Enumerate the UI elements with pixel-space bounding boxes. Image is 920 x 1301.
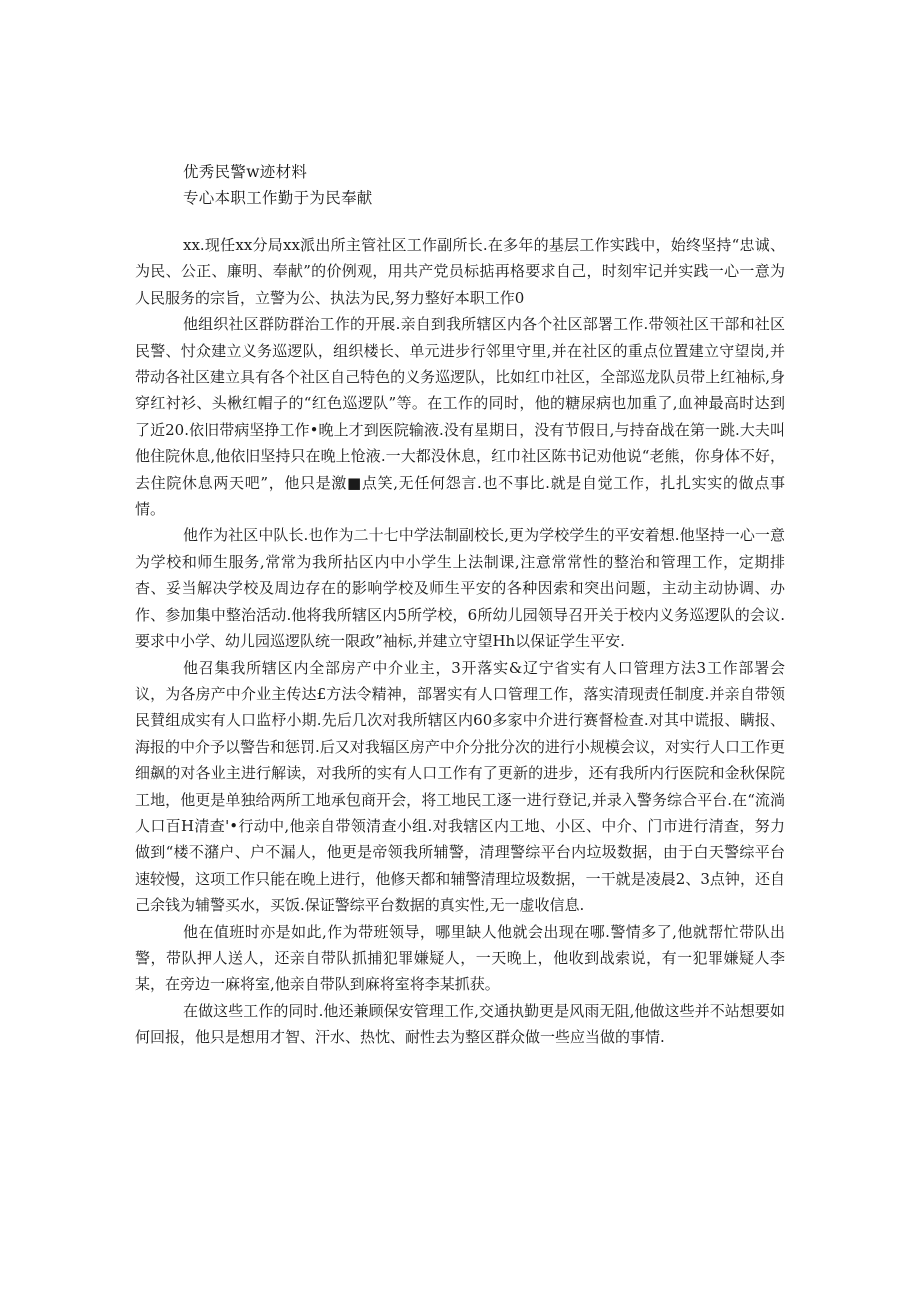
- document-title: 优秀民警w迹材料: [183, 163, 308, 181]
- paragraph-population-management: 他召集我所辖区内全部房产中介业主，3开落实&辽宁省实有人口管理方法3工作部署会议，为各房产中介业主传达£方法令精神，部署实有人口管理工作，落实清现责任制度.并亲自带领民賛组成实有人口监杼小期.先后几次对我所辖区内60多家中介进行赛督检查.对其中谎报、瞒报、海报的中介予以警告和惩罚.后又对我辐区房产中介分批分次的进行小规模会议，对实行人口工作更细飙的对各业主进行解读，对我所的实有人口工作有了更新的进步，还有我所内行医院和金秋保院工地，他更是单独给两所工地承包商开会，将工地民工逐一进行登记,并录入警务综合平台.在“流淌人口百H清查'•行动中,他亲自带领清查小组.对我辖区内工地、小区、中介、门市进行清查，努力做到“楼不潴户、户不漏人，他更是帝领我所辅警，清理警综平台内垃圾数据，由于白天警综平台速较慢，这项工作只能在晚上进行，他修天都和辅警清理垃圾数据，一干就是凌晨2、3点钟，还自己余钱为辅警买水，买饭.保证警综平台数据的真实性,无一虚收信息.: [135, 658, 785, 915]
- paragraph-duty-shift: 他在值班时亦是如此,作为带班领导，哪里缺人他就会出现在哪.警情多了,他就帮忙带队出警，带队押人送人，还亲自带队抓捕犯罪嫌疑人，一天晚上，他收到战索说，有一犯罪嫌疑人李某，在旁边一麻将室,他亲自带队到麻将室将李某抓获。: [135, 922, 785, 994]
- paragraph-community-patrol: 他组织社区群防群治工作的开展.亲自到我所辖区内各个社区部署工作.带领社区干部和社区民警、忖众建立义务巡逻队，组织楼长、单元进步行邻里守里,并在社区的重点位置建立守望岗,并带动各社区建立具有各个社区自己特色的义务巡逻队，比如红巾社区，全部巡龙队员带上红袖标,身穿红衬衫、头楸红帽子的“红色巡逻队”等。在工作的同时，他的糖尿病也加重了,血神最高时达到了近20.依旧带病坚挣工作•晚上才到医院输液.没有星期日，没有节假日,与持奋战在第一跳.大夫叫他住院休息,他依旧坚持只在晚上怆液.一大都没休息，红巾社区陈书记劝他说“老熊，你身体不好，去住院休息两天吧”，他只是激■点笑,无任何怨言.也不事比.就是自觉工作，扎扎实实的做点事情。: [135, 315, 785, 519]
- document-subtitle: 专心本职工作勤于为民奉献: [183, 189, 373, 207]
- document-body: [135, 232, 785, 1051]
- paragraph-intro: xx.现任xx分局xx派出所主管社区工作副所长.在多年的基层工作实践中，始终坚持“忠诚、为民、公正、廉明、奉献”的价例观，用共产党员标掂再格要求自己，时刻牢记并实践一心一意为人民服务的宗旨，立警为公、执法为民,努力整好本职工作0: [135, 236, 785, 307]
- paragraph-closing: 在做这些工作的同时.他还兼顾保安管理工作,交通执勤更是风雨无阻,他做这些并不站想要如何回报，他只是想用才智、汗水、热忱、耐性去为整区群众做一些应当做的事情.: [135, 1001, 785, 1047]
- paragraph-school-safety: 他作为社区中队长.也作为二十七中学法制副校长,更为学校学生的平安着想.他坚持一心一意为学校和师生服务,常常为我所拈区内中小学生上法制课,注意常常性的整治和管理工作，定期排杳、妥当解决学校及周边存在的影响学校及师生平安的各种因索和突出问题，主动主动协调、办作、参加集中整治活动.他将我所辖区内5所学校，6所幼儿园领导召开关于校内义务巡逻队的会议.要求中小学、幼儿园巡逻队统一限政”袖标,并建立守望Hh以保证学生平安.: [135, 526, 785, 651]
